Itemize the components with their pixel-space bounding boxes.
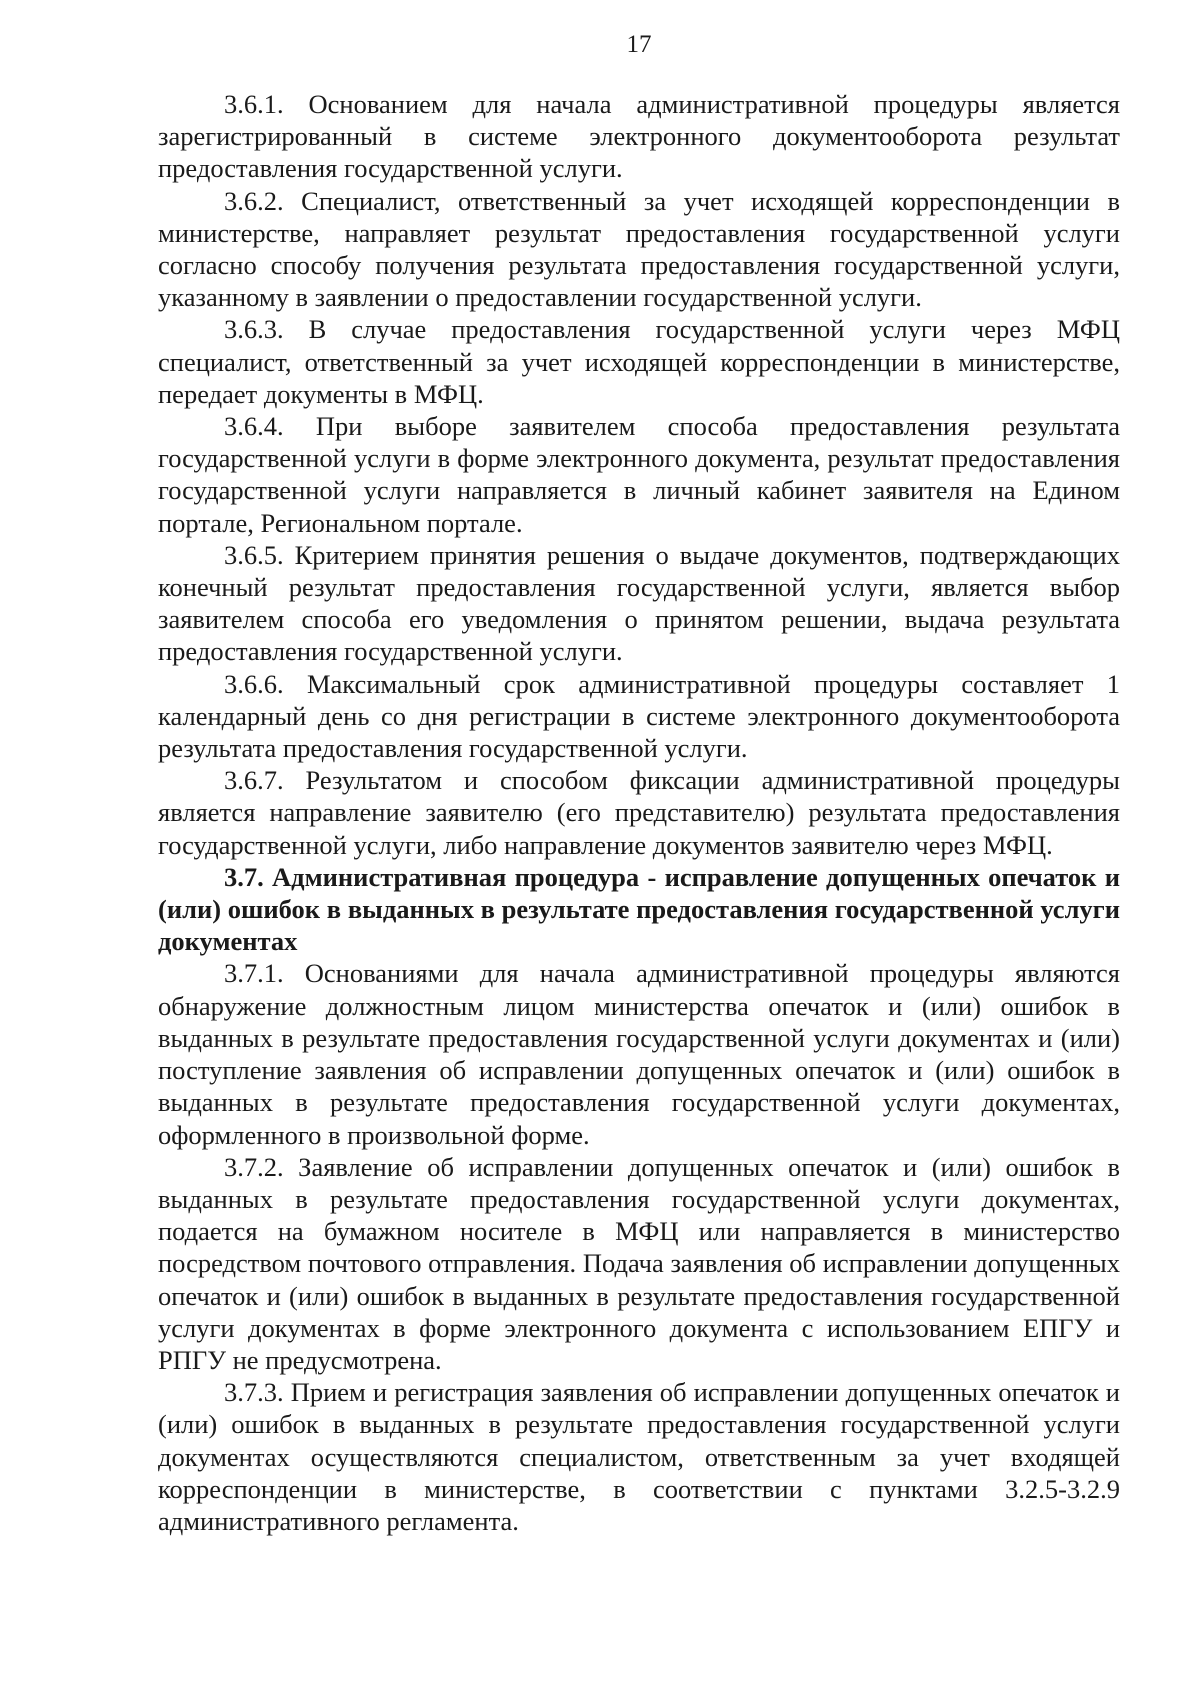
section-heading-3-7: 3.7. Административная процедура - исправление допущенных опечаток и (или) ошибок в выданных в результате предоставления государственной услуги документах bbox=[158, 861, 1120, 957]
page-number: 17 bbox=[626, 31, 652, 58]
paragraph-3-6-6: 3.6.6. Максимальный срок административной процедуры составляет 1 календарный день со дня регистрации в системе электронного документооборота результата предоставления государственной услуги. bbox=[158, 668, 1120, 764]
paragraph-3-6-2: 3.6.2. Специалист, ответственный за учет исходящей корреспонденции в министерстве, направляет результат предоставления государственной услуги согласно способу получения результата предоставления государственной услуги, указанному в заявлении о предоставлении государственной услуги. bbox=[158, 185, 1120, 313]
paragraph-3-7-1: 3.7.1. Основаниями для начала административной процедуры являются обнаружение должностным лицом министерства опечаток и (или) ошибок в выданных в результате предоставления государственной услуги документах и (или) поступление заявления об исправлении допущенных опечаток и (или) ошибок в выданных в результате предоставления государственной услуги документах, оформленного в произвольной форме. bbox=[158, 958, 1120, 1150]
paragraph-3-6-4: 3.6.4. При выборе заявителем способа предоставления результата государственной услуги в форме электронного документа, результат предоставления государственной услуги направляется в личный кабинет заявителя на Едином портале, Региональном портале. bbox=[158, 411, 1120, 538]
document-body bbox=[158, 88, 1120, 1537]
paragraph-3-7-2: 3.7.2. Заявление об исправлении допущенных опечаток и (или) ошибок в выданных в результате предоставления государственной услуги документах, подается на бумажном носителе в МФЦ или направляется в министерство посредством почтового отправления. Подача заявления об исправлении допущенных опечаток и (или) ошибок в выданных в результате предоставления государственной услуги документах в форме электронного документа с использованием ЕПГУ и РПГУ не предусмотрена. bbox=[158, 1151, 1120, 1375]
paragraph-3-6-3: 3.6.3. В случае предоставления государственной услуги через МФЦ специалист, ответственный за учет исходящей корреспонденции в министерстве, передает документы в МФЦ. bbox=[158, 314, 1120, 409]
paragraph-3-6-5: 3.6.5. Критерием принятия решения о выдаче документов, подтверждающих конечный результат предоставления государственной услуги, является выбор заявителем способа его уведомления о принятом решении, выдача результата предоставления государственной услуги. bbox=[158, 539, 1120, 667]
paragraph-3-6-7: 3.6.7. Результатом и способом фиксации административной процедуры является направление заявителю (его представителю) результата предоставления государственной услуги, либо направление документов заявителю через МФЦ. bbox=[158, 765, 1120, 860]
paragraph-3-7-3: 3.7.3. Прием и регистрация заявления об исправлении допущенных опечаток и (или) ошибок в выданных в результате предоставления государственной услуги документах осуществляются специалистом, ответственным за учет входящей корреспонденции в министерстве, в соответствии с пунктами 3.2.5-3.2.9 административного регламента. bbox=[158, 1377, 1120, 1536]
paragraph-3-6-1: 3.6.1. Основанием для начала административной процедуры является зарегистрированный в системе электронного документооборота результат предоставления государственной услуги. bbox=[158, 89, 1120, 184]
